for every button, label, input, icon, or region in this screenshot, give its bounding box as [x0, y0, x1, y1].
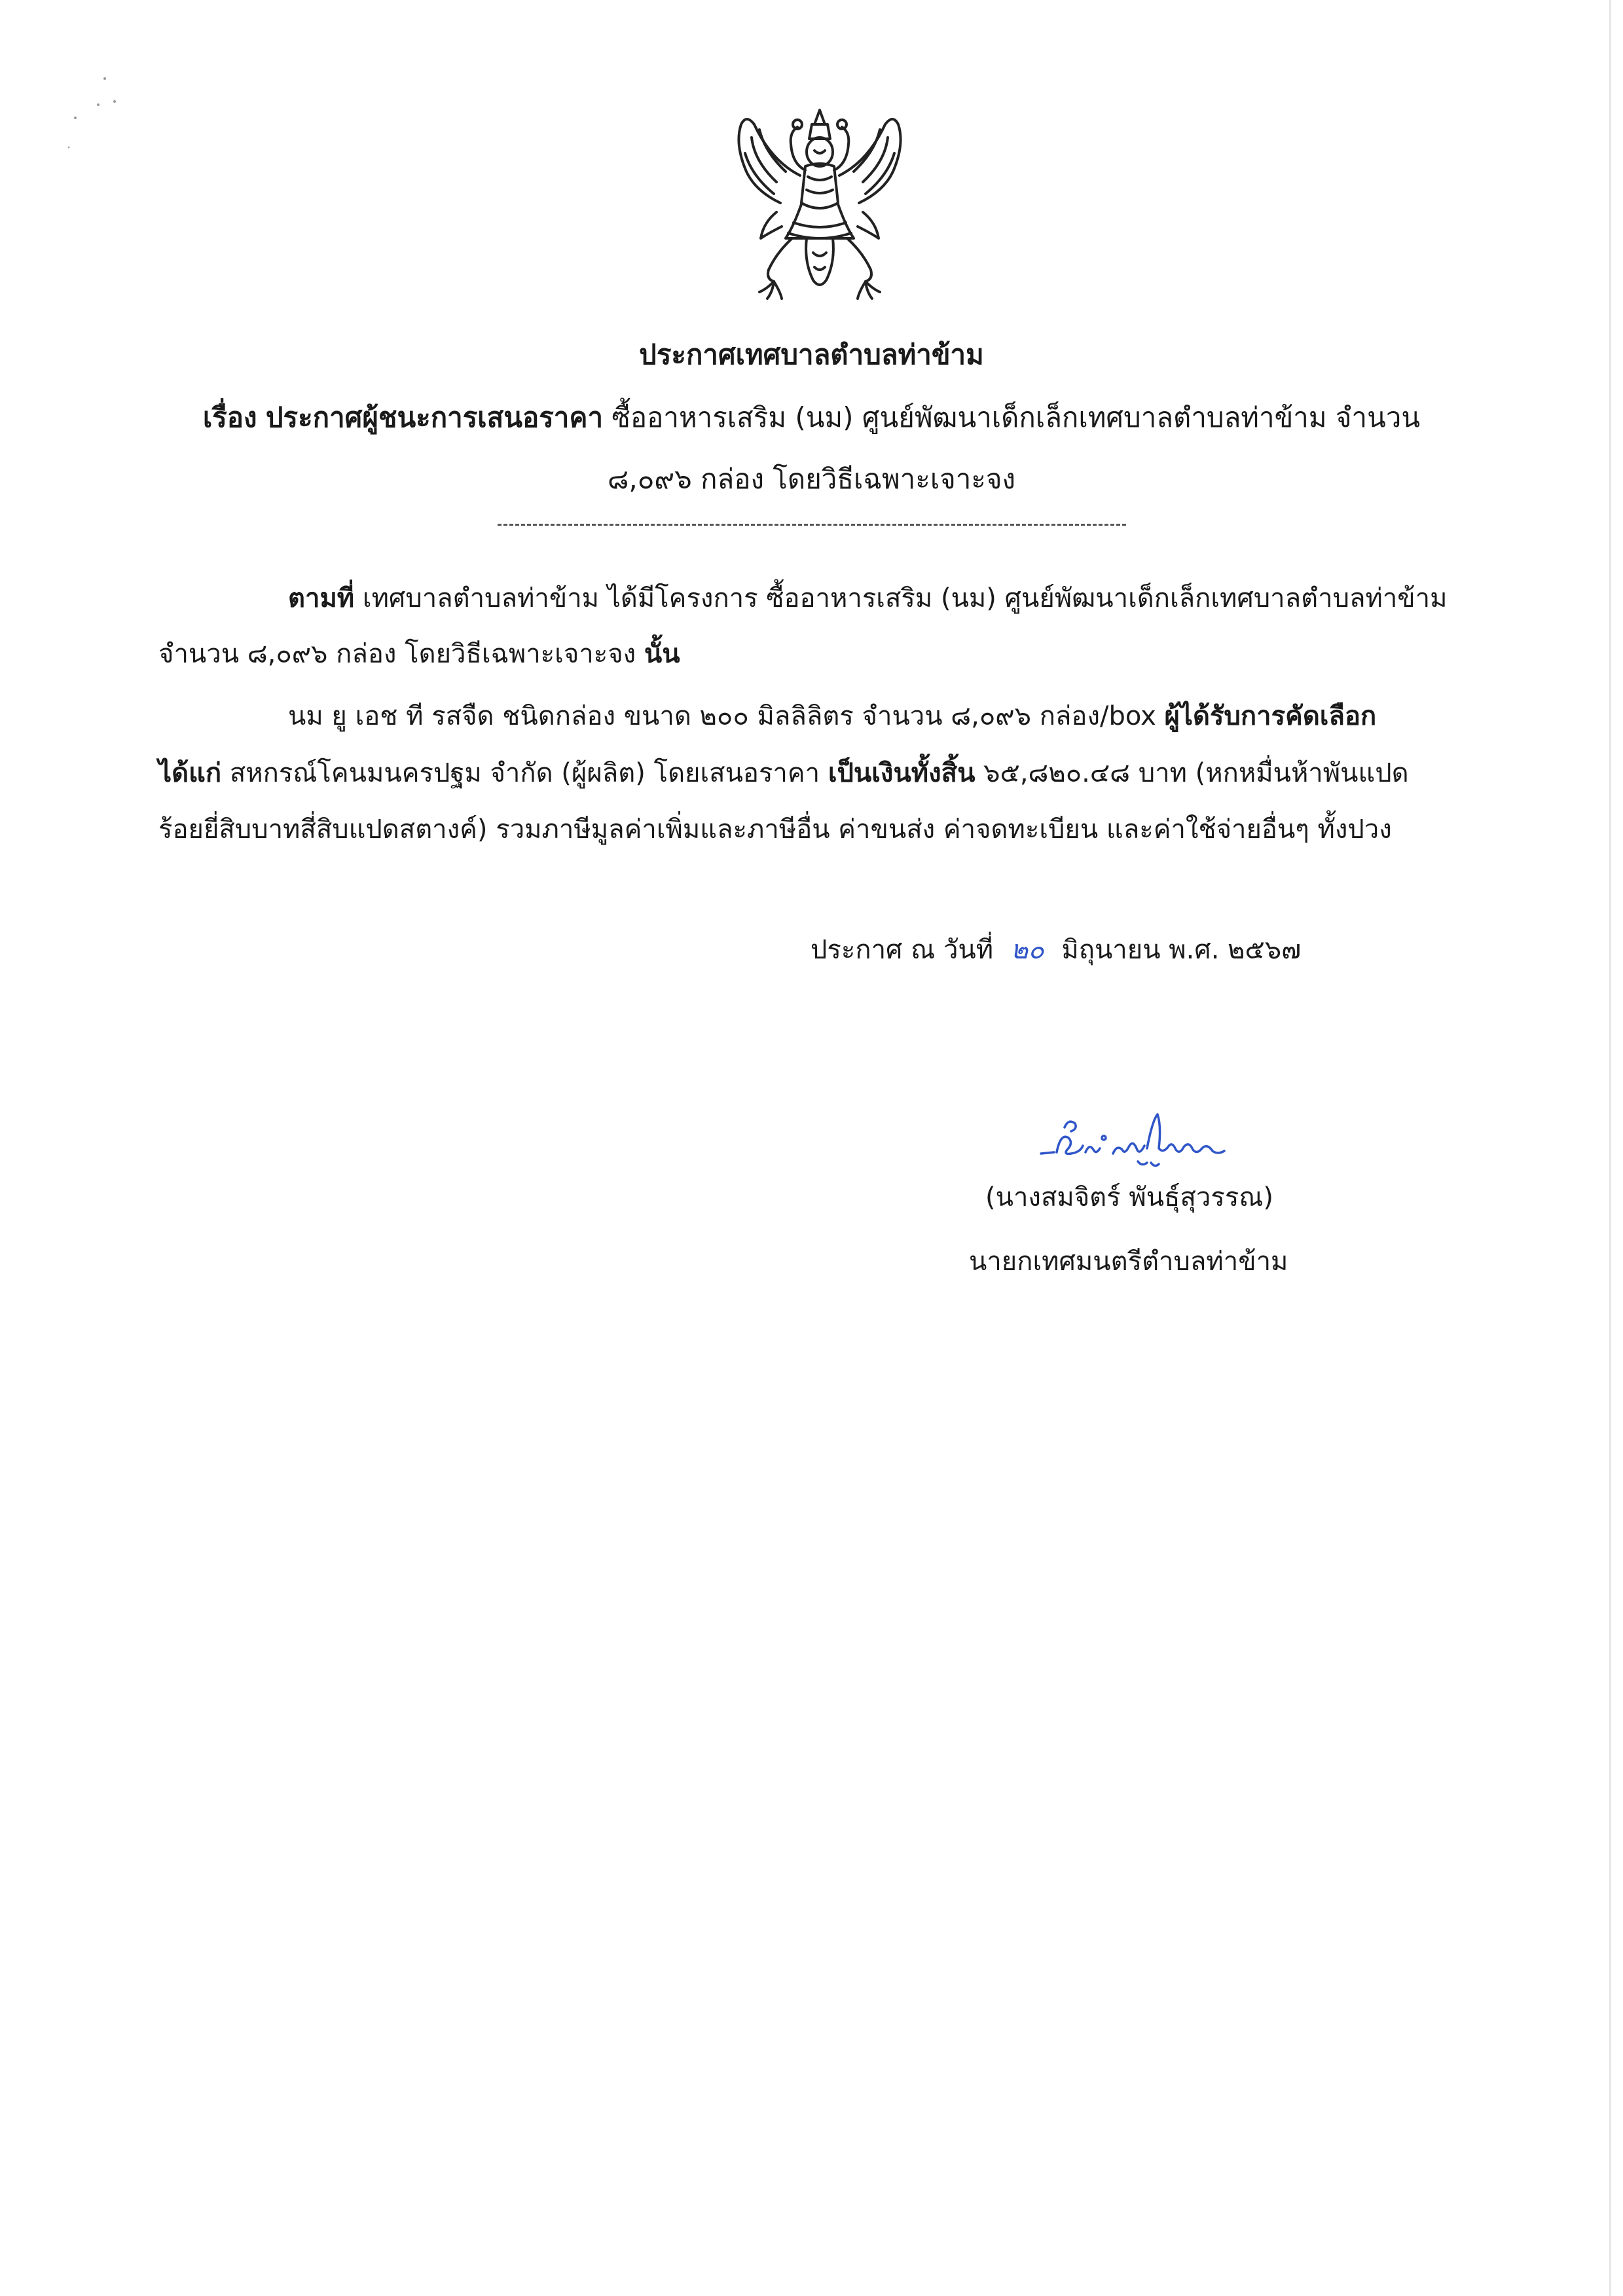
subject-label: เรื่อง [202, 401, 257, 433]
subject-line [0, 398, 1623, 437]
handwritten-signature-icon [1034, 1106, 1244, 1178]
paragraph-2-line-2 [158, 754, 1409, 792]
garuda-emblem-icon [708, 98, 931, 321]
divider-line [498, 524, 1126, 526]
scan-speck-marks [65, 72, 144, 151]
paragraph-1-line-1 [288, 579, 1447, 617]
paragraph-2-winner: สหกรณ์โคนมนครปฐม จำกัด (ผู้ผลิต) โดยเสนอราคา [229, 758, 820, 788]
paragraph-2-product: นม ยู เอช ที รสจืด ชนิดกล่อง ขนาด ๒๐๐ มิลลิลิตร จำนวน ๘,๐๙๖ กล่อง/box [288, 701, 1156, 731]
paragraph-1-closing: นั้น [644, 639, 680, 669]
paragraph-2-selected-label: ผู้ได้รับการคัดเลือก [1164, 701, 1377, 731]
subject-text-continued: ๘,๐๙๖ กล่อง โดยวิธีเฉพาะเจาะจง [607, 463, 1016, 495]
date-month-year: มิถุนายน พ.ศ. ๒๕๖๗ [1061, 935, 1302, 965]
date-prefix: ประกาศ ณ วันที่ [811, 935, 994, 965]
subject-heading: ประกาศผู้ชนะการเสนอราคา [265, 401, 604, 433]
paragraph-2-winner-label: ได้แก่ [158, 758, 222, 788]
paragraph-2-line-3: ร้อยยี่สิบบาทสี่สิบแปดสตางค์) รวมภาษีมูลค่าเพิ่มและภาษีอื่น ค่าขนส่ง ค่าจดทะเบียน และค่าใช้จ่ายอื่นๆ ทั้งปวง [158, 814, 1392, 845]
date-day-handwritten: ๒๐ [1010, 935, 1044, 965]
announcement-date [811, 931, 1301, 969]
paragraph-1-text-1: เทศบาลตำบลท่าข้าม ได้มีโครงการ ซื้ออาหารเสริม (นม) ศูนย์พัฒนาเด็กเล็กเทศบาลตำบลท่าข้าม [362, 583, 1448, 613]
paragraph-1-text-2: จำนวน ๘,๐๙๖ กล่อง โดยวิธีเฉพาะเจาะจง [158, 639, 636, 669]
paragraph-2-total-label: เป็นเงินทั้งสิ้น [828, 758, 976, 788]
paragraph-2-line-1 [288, 697, 1376, 735]
signer-position: นายกเทศมนตรีตำบลท่าข้าม [969, 1247, 1288, 1277]
signer-name: (นางสมจิตร์ พันธุ์สุวรรณ) [985, 1182, 1274, 1212]
paragraph-1-lead: ตามที่ [288, 583, 355, 613]
subject-text: ซื้ออาหารเสริม (นม) ศูนย์พัฒนาเด็กเล็กเทศบาลตำบลท่าข้าม จำนวน [611, 401, 1421, 433]
issuer-title: ประกาศเทศบาลตำบลท่าข้าม [639, 338, 984, 371]
paragraph-2-total-amount: ๖๕,๘๒๐.๔๘ บาท (หกหมื่นห้าพันแปด [983, 758, 1409, 788]
paragraph-1-line-2 [158, 635, 680, 673]
